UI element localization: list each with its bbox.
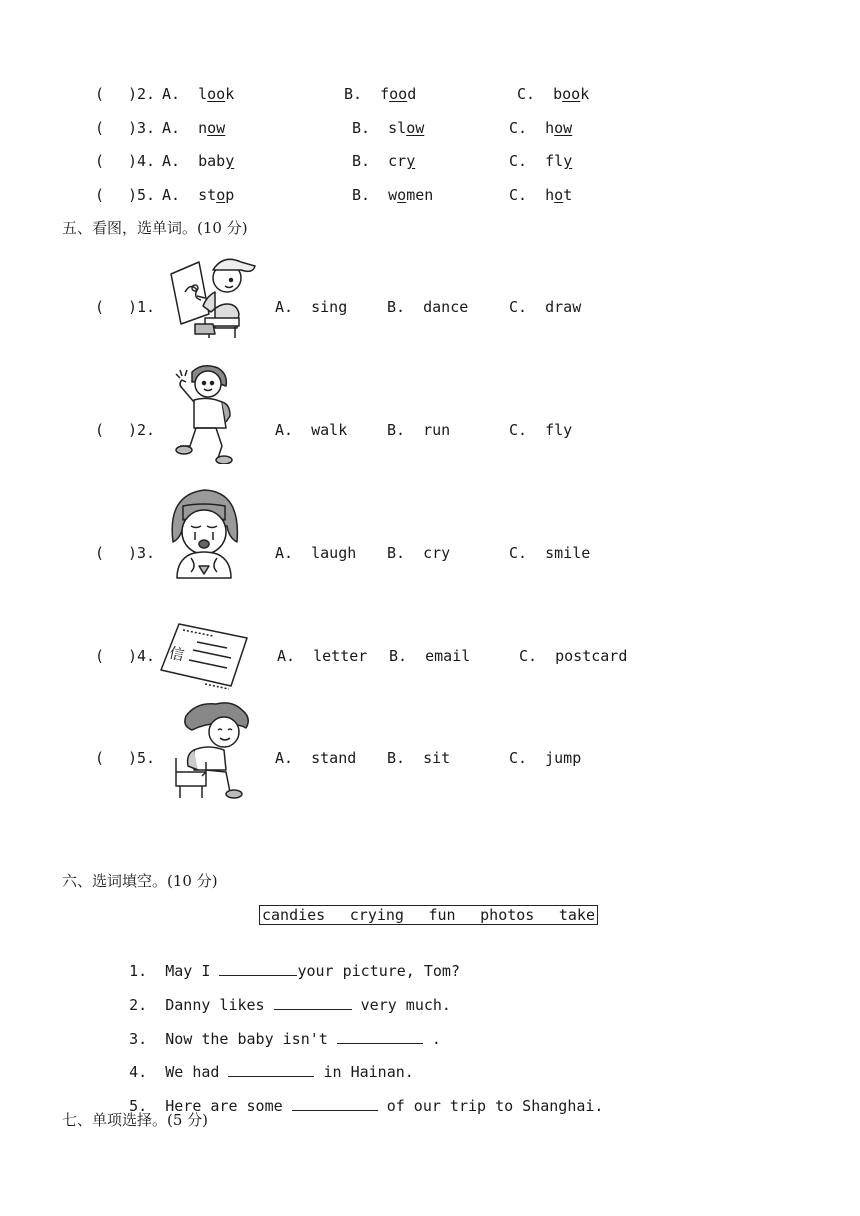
girl-crying-icon (165, 486, 243, 580)
option-a[interactable]: A. now (162, 119, 226, 137)
option-a[interactable]: A. look (162, 85, 235, 103)
option-b[interactable]: B. cry (352, 152, 416, 170)
question-number: )5. (128, 186, 156, 204)
boy-running-icon (172, 362, 234, 464)
answer-blank[interactable] (219, 961, 297, 976)
option-b[interactable]: B. women (352, 186, 434, 204)
fill-blank-sentence: 4. We had in Hainan. (129, 1063, 414, 1081)
boy-drawing-icon (165, 252, 261, 340)
option-a[interactable]: A. stop (162, 186, 235, 204)
section-5-heading: 五、看图，选单词。(10 分) (62, 219, 248, 237)
fill-blank-sentence: 2. Danny likes very much. (129, 996, 451, 1014)
option-c[interactable]: C. how (509, 119, 573, 137)
option-b[interactable]: B. cry (387, 544, 451, 562)
answer-blank[interactable] (292, 1096, 378, 1111)
word-bank-item[interactable]: crying (349, 906, 404, 924)
question-number: )2. (128, 85, 156, 103)
answer-paren[interactable]: ( (95, 647, 105, 665)
option-a[interactable]: A. laugh (275, 544, 357, 562)
answer-paren[interactable]: ( (95, 119, 105, 137)
question-number: )4. (128, 647, 156, 665)
option-a[interactable]: A. letter (277, 647, 368, 665)
answer-paren[interactable]: ( (95, 421, 105, 439)
option-c[interactable]: C. jump (509, 749, 582, 767)
option-c[interactable]: C. fly (509, 152, 573, 170)
section-6-heading: 六、选词填空。(10 分) (62, 872, 218, 890)
question-number: )5. (128, 749, 156, 767)
option-c[interactable]: C. draw (509, 298, 582, 316)
question-number: )1. (128, 298, 156, 316)
option-a[interactable]: A. baby (162, 152, 235, 170)
answer-paren[interactable]: ( (95, 186, 105, 204)
word-bank-item[interactable]: fun (428, 906, 456, 924)
answer-paren[interactable]: ( (95, 749, 105, 767)
option-b[interactable]: B. run (387, 421, 451, 439)
option-c[interactable]: C. fly (509, 421, 573, 439)
word-bank (259, 905, 598, 925)
option-b[interactable]: B. sit (387, 749, 451, 767)
word-bank-item[interactable]: photos (480, 906, 535, 924)
answer-paren[interactable]: ( (95, 298, 105, 316)
fill-blank-sentence: 3. Now the baby isn't . (129, 1030, 441, 1048)
question-number: )3. (128, 544, 156, 562)
word-bank-item[interactable]: take (558, 906, 595, 924)
fill-blank-sentence: 1. May I your picture, Tom? (129, 962, 460, 980)
option-b[interactable]: B. slow (352, 119, 425, 137)
option-c[interactable]: C. hot (509, 186, 573, 204)
envelope-letter-icon (157, 620, 251, 690)
question-number: )4. (128, 152, 156, 170)
option-a[interactable]: A. stand (275, 749, 357, 767)
question-number: )3. (128, 119, 156, 137)
fill-blank-sentence: 5. Here are some of our trip to Shanghai. (129, 1097, 604, 1115)
envelope-char: 信 (167, 643, 186, 665)
question-number: )2. (128, 421, 156, 439)
option-c[interactable]: C. postcard (519, 647, 628, 665)
option-b[interactable]: B. food (344, 85, 417, 103)
option-b[interactable]: B. email (389, 647, 471, 665)
option-c[interactable]: C. book (517, 85, 590, 103)
boy-sitting-icon (168, 702, 254, 800)
option-c[interactable]: C. smile (509, 544, 591, 562)
answer-paren[interactable]: ( (95, 152, 105, 170)
word-bank-item[interactable]: candies (262, 906, 326, 924)
answer-blank[interactable] (274, 995, 352, 1010)
option-a[interactable]: A. sing (275, 298, 348, 316)
answer-paren[interactable]: ( (95, 544, 105, 562)
section-7-heading: 七、单项选择。(5 分) (62, 1111, 209, 1129)
answer-blank[interactable] (228, 1062, 314, 1077)
option-b[interactable]: B. dance (387, 298, 469, 316)
option-a[interactable]: A. walk (275, 421, 348, 439)
answer-paren[interactable]: ( (95, 85, 105, 103)
